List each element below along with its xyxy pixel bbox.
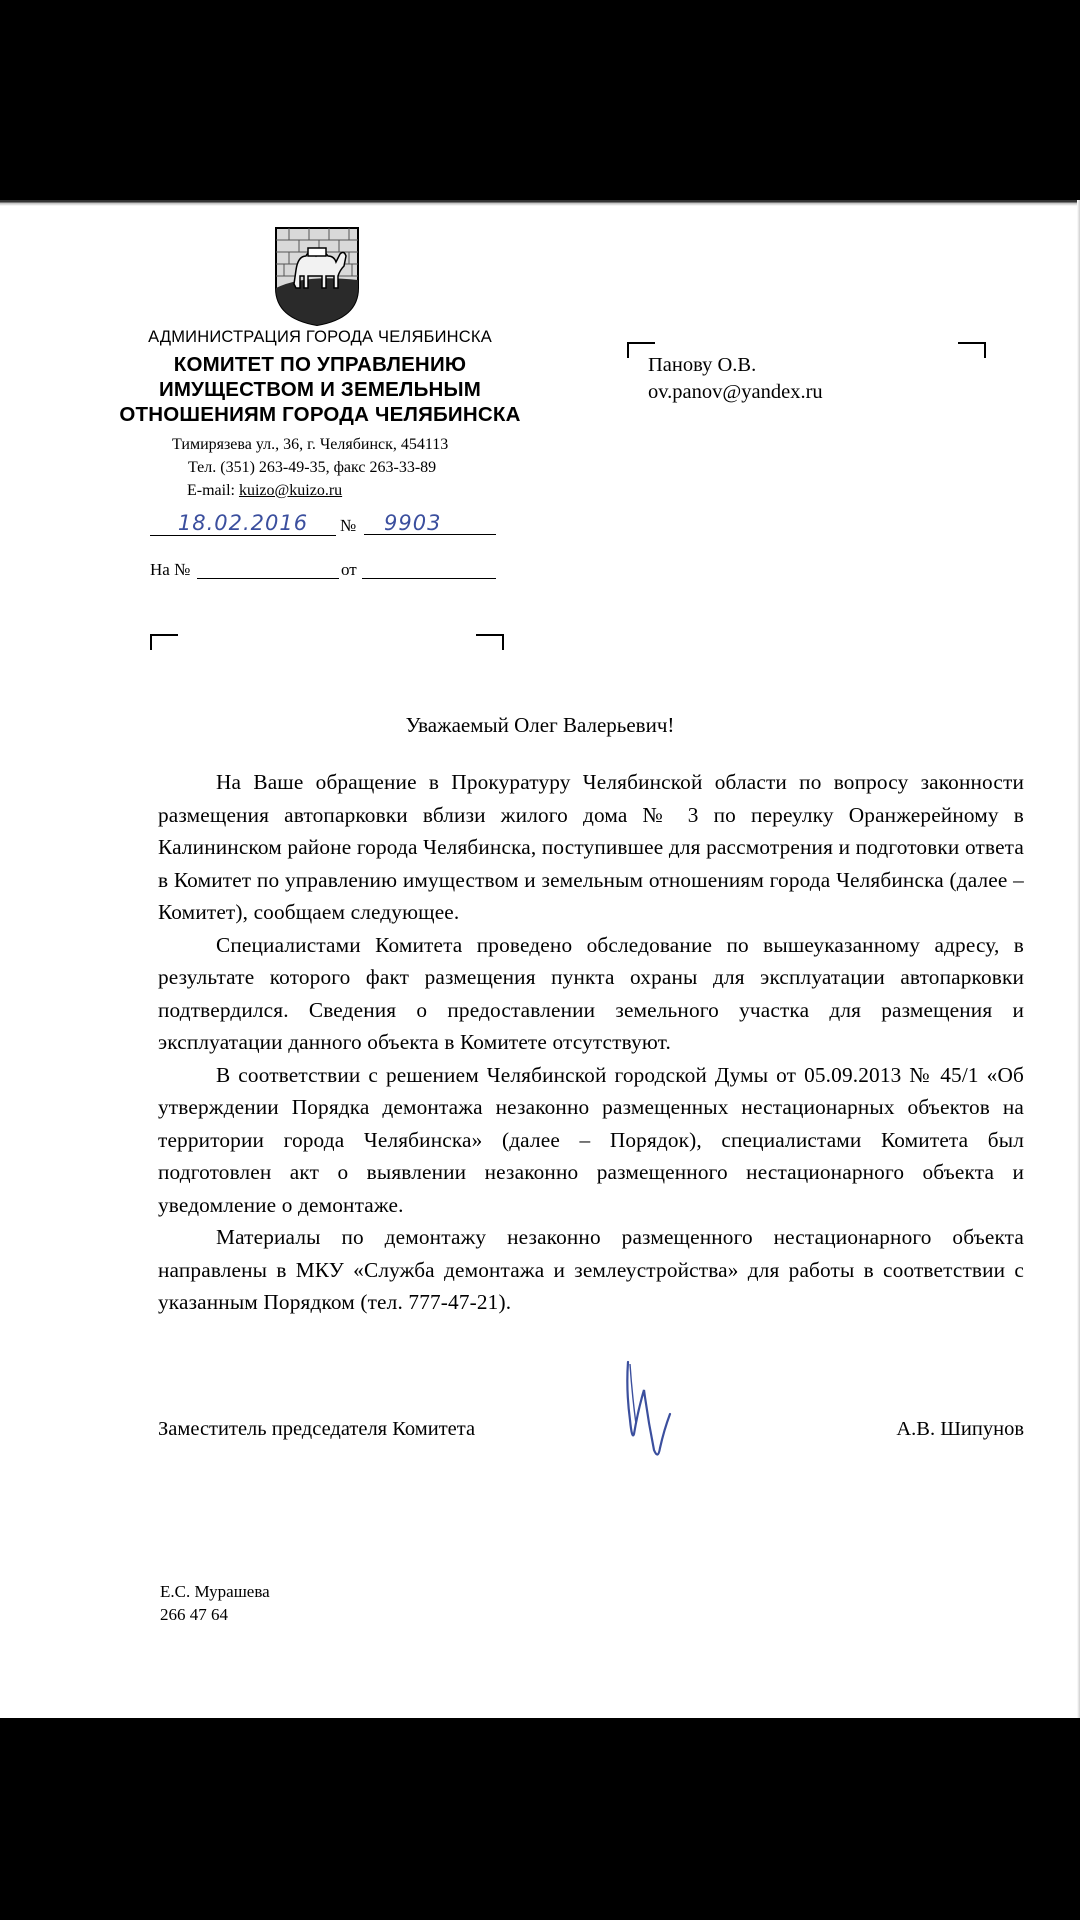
signature-icon	[620, 1350, 690, 1470]
bracket-top-right	[476, 634, 504, 650]
committee-name	[90, 352, 550, 427]
committee-email-link[interactable]: kuizo@kuizo.ru	[238, 482, 343, 499]
addressee-block	[648, 352, 823, 406]
committee-line-1: КОМИТЕТ ПО УПРАВЛЕНИЮ	[173, 353, 467, 376]
signer-name: А.В. Шипунов	[896, 1418, 1024, 1440]
coat-of-arms-icon	[274, 226, 360, 326]
signer-title: Заместитель председателя Комитета	[158, 1418, 476, 1440]
addressee-bracket-right	[958, 342, 986, 358]
bracket-top-left	[150, 634, 178, 650]
executor-name: Е.С. Мурашева	[160, 1582, 270, 1601]
email-label: E-mail:	[187, 482, 235, 499]
committee-phone: Тел. (351) 263-49-35, факс 263-33-89	[188, 459, 437, 476]
committee-line-2: ИМУЩЕСТВОМ И ЗЕМЕЛЬНЫМ	[158, 378, 482, 401]
committee-address: Тимирязева ул., 36, г. Челябинск, 454113	[172, 436, 449, 453]
paragraph-4: Материалы по демонтажу незаконно размещенного нестационарного объекта направлены в МКУ «Служба демонтажа и землеустройства» для работы в соответствии с указанным Порядком (тел. 777-47-21).	[158, 1225, 1024, 1314]
executor-block	[160, 1580, 270, 1626]
reference-number-blank	[197, 578, 339, 579]
reference-date-blank	[362, 578, 496, 579]
administration-name: АДМИНИСТРАЦИЯ ГОРОДА ЧЕЛЯБИНСКА	[148, 328, 492, 346]
salutation: Уважаемый Олег Валерьевич!	[405, 713, 675, 737]
committee-line-3: ОТНОШЕНИЯМ ГОРОДА ЧЕЛЯБИНСКА	[119, 403, 521, 426]
letter-page	[0, 200, 1080, 1718]
registration-number: 9903	[364, 511, 496, 535]
letter-body	[158, 766, 1024, 1319]
reference-number-label: На №	[150, 560, 191, 579]
paragraph-2: Специалистами Комитета проведено обследование по вышеуказанному адресу, в результате которого факт размещения пункта охраны для эксплуатации автопарковки подтвердился. Сведения о предоставлении земельного участка для размещения и эксплуатации данного объекта в Комитете отсутствуют.	[158, 932, 1024, 1054]
registration-date: 18.02.2016	[150, 511, 336, 536]
paragraph-3: В соответствии с решением Челябинской городской Думы от 05.09.2013 № 45/1 «Об утверждении Порядка демонтажа незаконно размещенных нестационарных объектов на территории города Челябинска» (далее – Порядок), специалистами Комитета был подготовлен акт о выявлении незаконно размещенного нестационарного объекта и уведомление о демонтаже.	[158, 1062, 1024, 1217]
addressee-name: Панову О.В.	[648, 354, 757, 376]
executor-phone: 266 47 64	[160, 1605, 228, 1624]
page-top-edge	[0, 200, 1080, 206]
addressee-email: ov.panov@yandex.ru	[648, 381, 823, 403]
registration-number-sign: №	[340, 516, 357, 535]
reference-from-label: от	[341, 560, 357, 579]
paragraph-1: На Ваше обращение в Прокуратуру Челябинской области по вопросу законности размещения автопарковки вблизи жилого дома № 3 по переулку Оранжерейному в Калининском районе города Челябинска, поступившее для рассмотрения и подготовки ответа в Комитет по управлению имуществом и земельным отношениям города Челябинска (далее – Комитет), сообщаем следующее.	[158, 770, 1024, 924]
committee-email-line	[187, 482, 342, 500]
